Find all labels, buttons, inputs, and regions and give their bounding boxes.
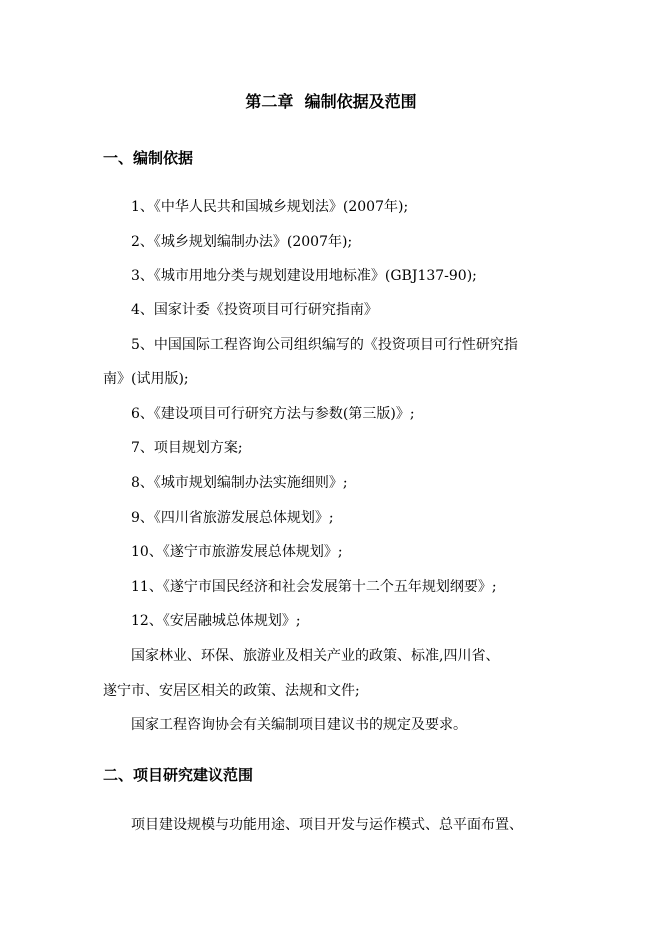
basis-item-12: 12、《安居融城总体规划》;	[131, 613, 301, 629]
basis-item-3: 3、《城市用地分类与规划建设用地标准》(GBJ137-90);	[131, 268, 477, 284]
section-heading-basis: 一、编制依据	[103, 149, 194, 167]
basis-item-8: 8、《城市规划编制办法实施细则》;	[131, 475, 348, 491]
basis-paragraph-association: 国家工程咨询协会有关编制项目建议书的规定及要求。	[131, 717, 467, 733]
basis-item-10: 10、《遂宁市旅游发展总体规划》;	[131, 544, 343, 560]
basis-item-5: 5、中国国际工程咨询公司组织编写的《投资项目可行性研究指	[131, 337, 518, 353]
basis-item-5-continued: 南》(试用版);	[103, 371, 189, 387]
basis-item-11: 11、《遂宁市国民经济和社会发展第十二个五年规划纲要》;	[131, 579, 497, 595]
basis-item-9: 9、《四川省旅游发展总体规划》;	[131, 510, 334, 526]
basis-item-7: 7、项目规划方案;	[131, 440, 243, 456]
basis-paragraph-policies-continued: 遂宁市、安居区相关的政策、法规和文件;	[103, 683, 360, 699]
chapter-title: 第二章 编制依据及范围	[245, 92, 417, 111]
basis-item-4: 4、国家计委《投资项目可行研究指南》	[131, 302, 378, 318]
basis-item-1: 1、《中华人民共和国城乡规划法》(2007年);	[131, 199, 409, 215]
section-heading-scope: 二、项目研究建议范围	[103, 766, 254, 784]
basis-item-2: 2、《城乡规划编制办法》(2007年);	[131, 234, 353, 250]
scope-paragraph: 项目建设规模与功能用途、项目开发与运作模式、总平面布置、	[131, 817, 523, 833]
basis-paragraph-policies: 国家林业、环保、旅游业及相关产业的政策、标准,四川省、	[131, 648, 500, 664]
basis-item-6: 6、《建设项目可行研究方法与参数(第三版)》;	[131, 406, 415, 422]
